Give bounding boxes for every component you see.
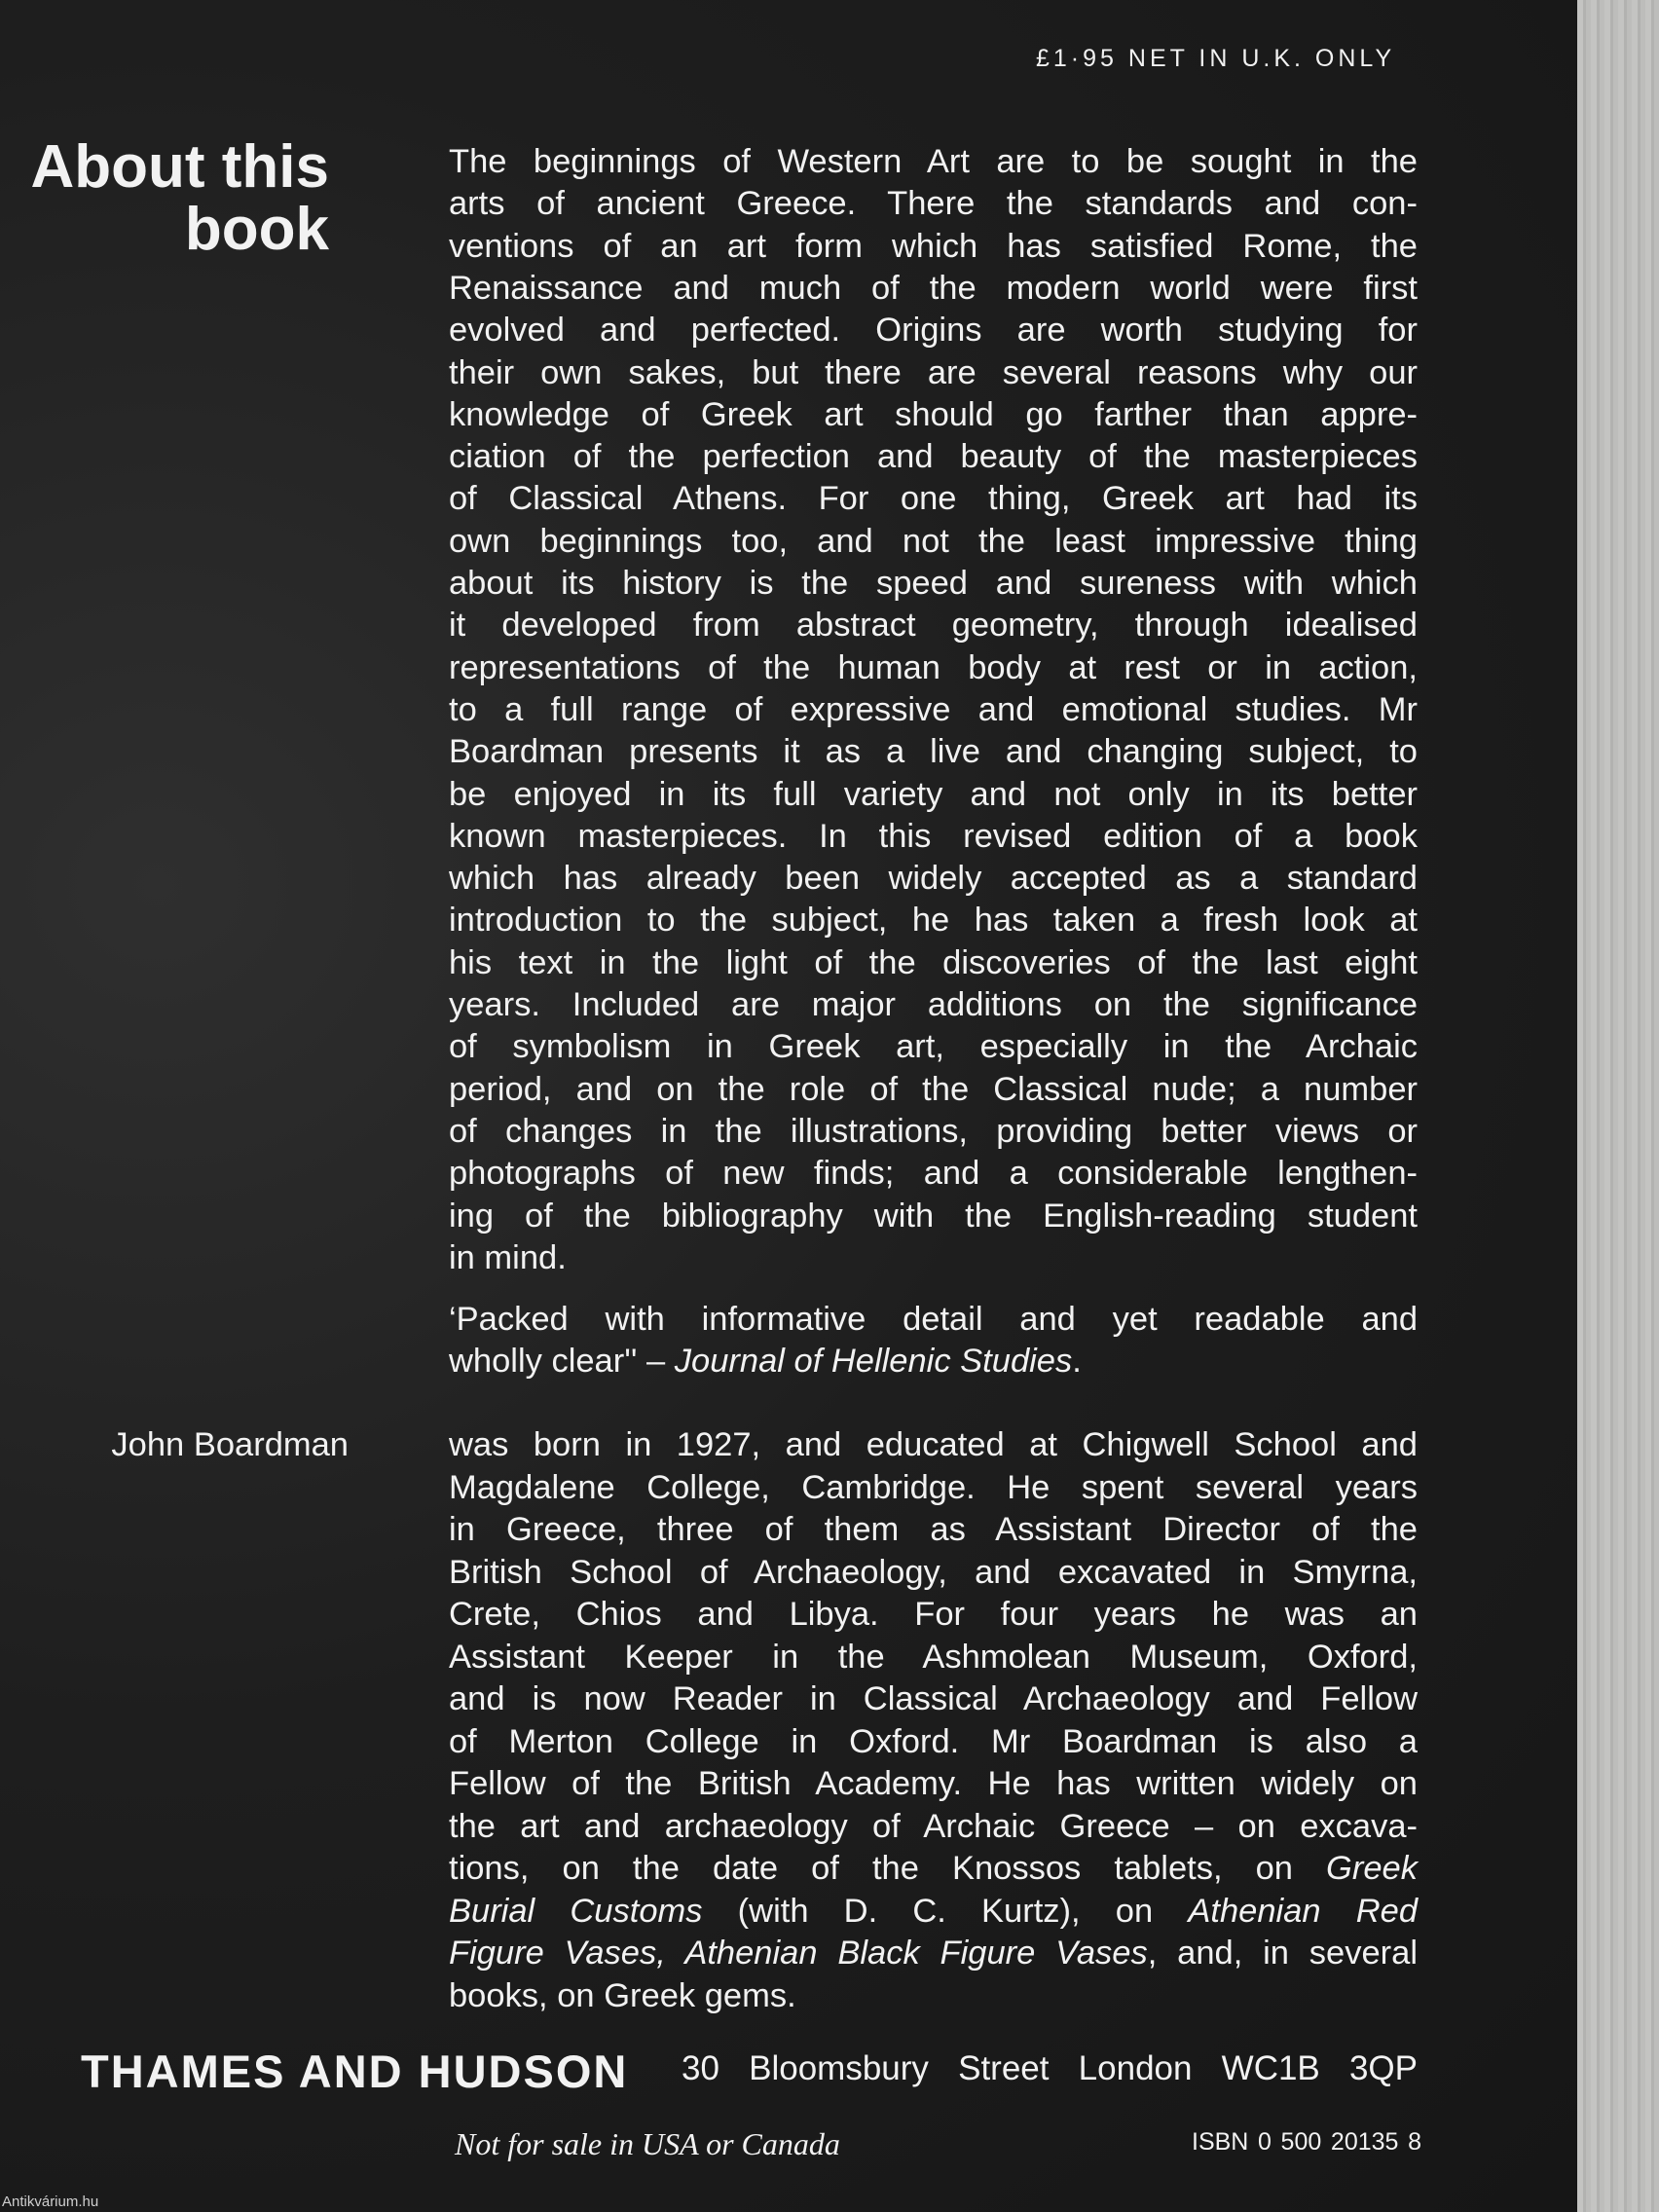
text-segment: tions, on the date of the Knossos tablets, on <box>449 1850 1327 1887</box>
text-segment: of symbolism in Greek art, especially in the Archaic <box>449 1028 1418 1066</box>
biography-line <box>449 1975 1418 2017</box>
description-line <box>449 183 1418 225</box>
description-line <box>449 1196 1418 1237</box>
text-segment: The beginnings of Western Art are to be sought in the <box>449 143 1418 180</box>
text-segment: known masterpieces. In this revised edition of a book <box>449 817 1418 855</box>
text-segment: , and, in several <box>1147 1935 1418 1972</box>
text-segment: of changes in the illustrations, providing better views or <box>449 1112 1418 1150</box>
description-line <box>449 563 1418 605</box>
biography-line <box>449 1848 1418 1890</box>
text-segment: own beginnings too, and not the least impressive thing <box>449 522 1418 560</box>
text-segment: Burial Customs <box>449 1892 703 1930</box>
biography-line <box>449 1467 1418 1509</box>
description-line <box>449 984 1418 1026</box>
text-segment: Renaissance and much of the modern world were first <box>449 269 1418 307</box>
biography-line <box>449 1891 1418 1933</box>
text-segment: ‘Packed with informative detail and yet readable and <box>449 1301 1418 1338</box>
text-segment: of Classical Athens. For one thing, Greek art had its <box>449 480 1418 518</box>
biography-line <box>449 1594 1418 1636</box>
text-segment: knowledge of Greek art should go farther than appre- <box>449 395 1418 433</box>
quote-line <box>449 1341 1418 1382</box>
description-line <box>449 1026 1418 1068</box>
text-segment: be enjoyed in its full variety and not only in its better <box>449 775 1418 813</box>
biography-line <box>449 1763 1418 1805</box>
description-line <box>449 1153 1418 1195</box>
text-segment: to a full range of expressive and emotional studies. Mr <box>449 690 1418 728</box>
text-segment: ing of the bibliography with the English-reading student <box>449 1197 1418 1235</box>
text-segment: his text in the light of the discoveries of the last eight <box>449 943 1418 981</box>
description-line <box>449 858 1418 900</box>
description-line <box>449 394 1418 436</box>
description-line <box>449 731 1418 773</box>
description-line <box>449 605 1418 646</box>
text-segment: Boardman presents it as a live and changing subject, to <box>449 733 1418 771</box>
text-segment: it developed from abstract geometry, through idealised <box>449 607 1418 645</box>
biography-line <box>449 1806 1418 1848</box>
description-line <box>449 310 1418 351</box>
description-line <box>449 268 1418 310</box>
description-line <box>449 436 1418 478</box>
text-segment: was born in 1927, and educated at Chigwell School and <box>449 1426 1418 1463</box>
description-line <box>449 352 1418 394</box>
watermark: Antikvárium.hu <box>2 2194 99 2210</box>
description-line <box>449 478 1418 520</box>
description-line <box>449 1237 1418 1279</box>
sale-restriction: Not for sale in USA or Canada <box>455 2126 840 2161</box>
description-line <box>449 1069 1418 1111</box>
description-line <box>449 942 1418 984</box>
description-line <box>449 816 1418 858</box>
description-line <box>449 774 1418 816</box>
text-segment: about its history is the speed and sureness with which <box>449 565 1418 602</box>
biography-line <box>449 1678 1418 1720</box>
description-line <box>449 521 1418 563</box>
description-line <box>449 647 1418 689</box>
text-segment: (with D. C. Kurtz), on <box>702 1892 1189 1930</box>
text-segment: . <box>1072 1343 1082 1381</box>
text-segment: Journal of Hellenic Studies <box>674 1343 1073 1381</box>
text-segment: of Merton College in Oxford. Mr Boardman is also a <box>449 1722 1418 1760</box>
isbn: ISBN 0 500 20135 8 <box>1192 2128 1421 2156</box>
biography-line <box>449 1933 1418 1974</box>
text-segment: in mind. <box>449 1238 567 1276</box>
text-segment: Magdalene College, Cambridge. He spent several years <box>449 1468 1418 1506</box>
publisher-address: 30 Bloomsbury Street London WC1B 3QP <box>682 2049 1418 2087</box>
quote-line <box>449 1299 1418 1341</box>
biography-line <box>449 1552 1418 1594</box>
publisher-name: THAMES AND HUDSON <box>81 2046 629 2097</box>
heading-line: About this <box>30 133 329 201</box>
text-segment: ventions of an art form which has satisfied Rome, the <box>449 227 1418 265</box>
text-segment: in Greece, three of them as Assistant Director of the <box>449 1511 1418 1548</box>
text-segment: arts of ancient Greece. There the standards and con- <box>449 185 1418 223</box>
section-heading <box>30 133 330 263</box>
text-segment: their own sakes, but there are several reasons why our <box>449 353 1418 391</box>
description-line <box>449 226 1418 268</box>
price-label: £1·95 NET IN U.K. ONLY <box>1036 45 1396 72</box>
description-line <box>449 1111 1418 1153</box>
page-edge <box>1577 0 1659 2212</box>
biography-line <box>449 1721 1418 1763</box>
text-segment: wholly clear'' – <box>449 1343 675 1381</box>
text-segment: and is now Reader in Classical Archaeology and Fellow <box>449 1680 1418 1717</box>
text-segment: period, and on the role of the Classical nude; a number <box>449 1070 1418 1108</box>
text-segment: the art and archaeology of Archaic Greece – on excava- <box>449 1807 1418 1845</box>
text-segment: Figure Vases, Athenian Black Figure Vases <box>449 1935 1148 1972</box>
text-segment: evolved and perfected. Origins are worth studying for <box>449 312 1418 350</box>
text-segment: Athenian Red <box>1188 1892 1419 1930</box>
description-line <box>449 900 1418 941</box>
text-segment: ciation of the perfection and beauty of the masterpieces <box>449 438 1418 476</box>
biography-line <box>449 1424 1418 1466</box>
description-line <box>449 141 1418 183</box>
text-segment: British School of Archaeology, and excavated in Smyrna, <box>449 1553 1418 1591</box>
heading-line: book <box>184 196 329 263</box>
text-segment: representations of the human body at rest or in action, <box>449 648 1418 686</box>
text-segment: books, on Greek gems. <box>449 1976 796 2014</box>
text-segment: introduction to the subject, he has taken a fresh look at <box>449 902 1418 940</box>
text-segment: Assistant Keeper in the Ashmolean Museum, Oxford, <box>449 1638 1418 1676</box>
biography-line <box>449 1509 1418 1551</box>
text-segment: Greek <box>1326 1850 1418 1887</box>
text-segment: which has already been widely accepted as a standard <box>449 860 1418 898</box>
description-line <box>449 689 1418 731</box>
text-segment: years. Included are major additions on the significance <box>449 986 1418 1023</box>
text-segment: Crete, Chios and Libya. For four years he was an <box>449 1596 1418 1633</box>
text-segment: Fellow of the British Academy. He has written widely on <box>449 1765 1418 1802</box>
biography-line <box>449 1637 1418 1678</box>
text-segment: photographs of new finds; and a considerable lengthen- <box>449 1155 1418 1193</box>
author-name: John Boardman <box>111 1426 349 1463</box>
